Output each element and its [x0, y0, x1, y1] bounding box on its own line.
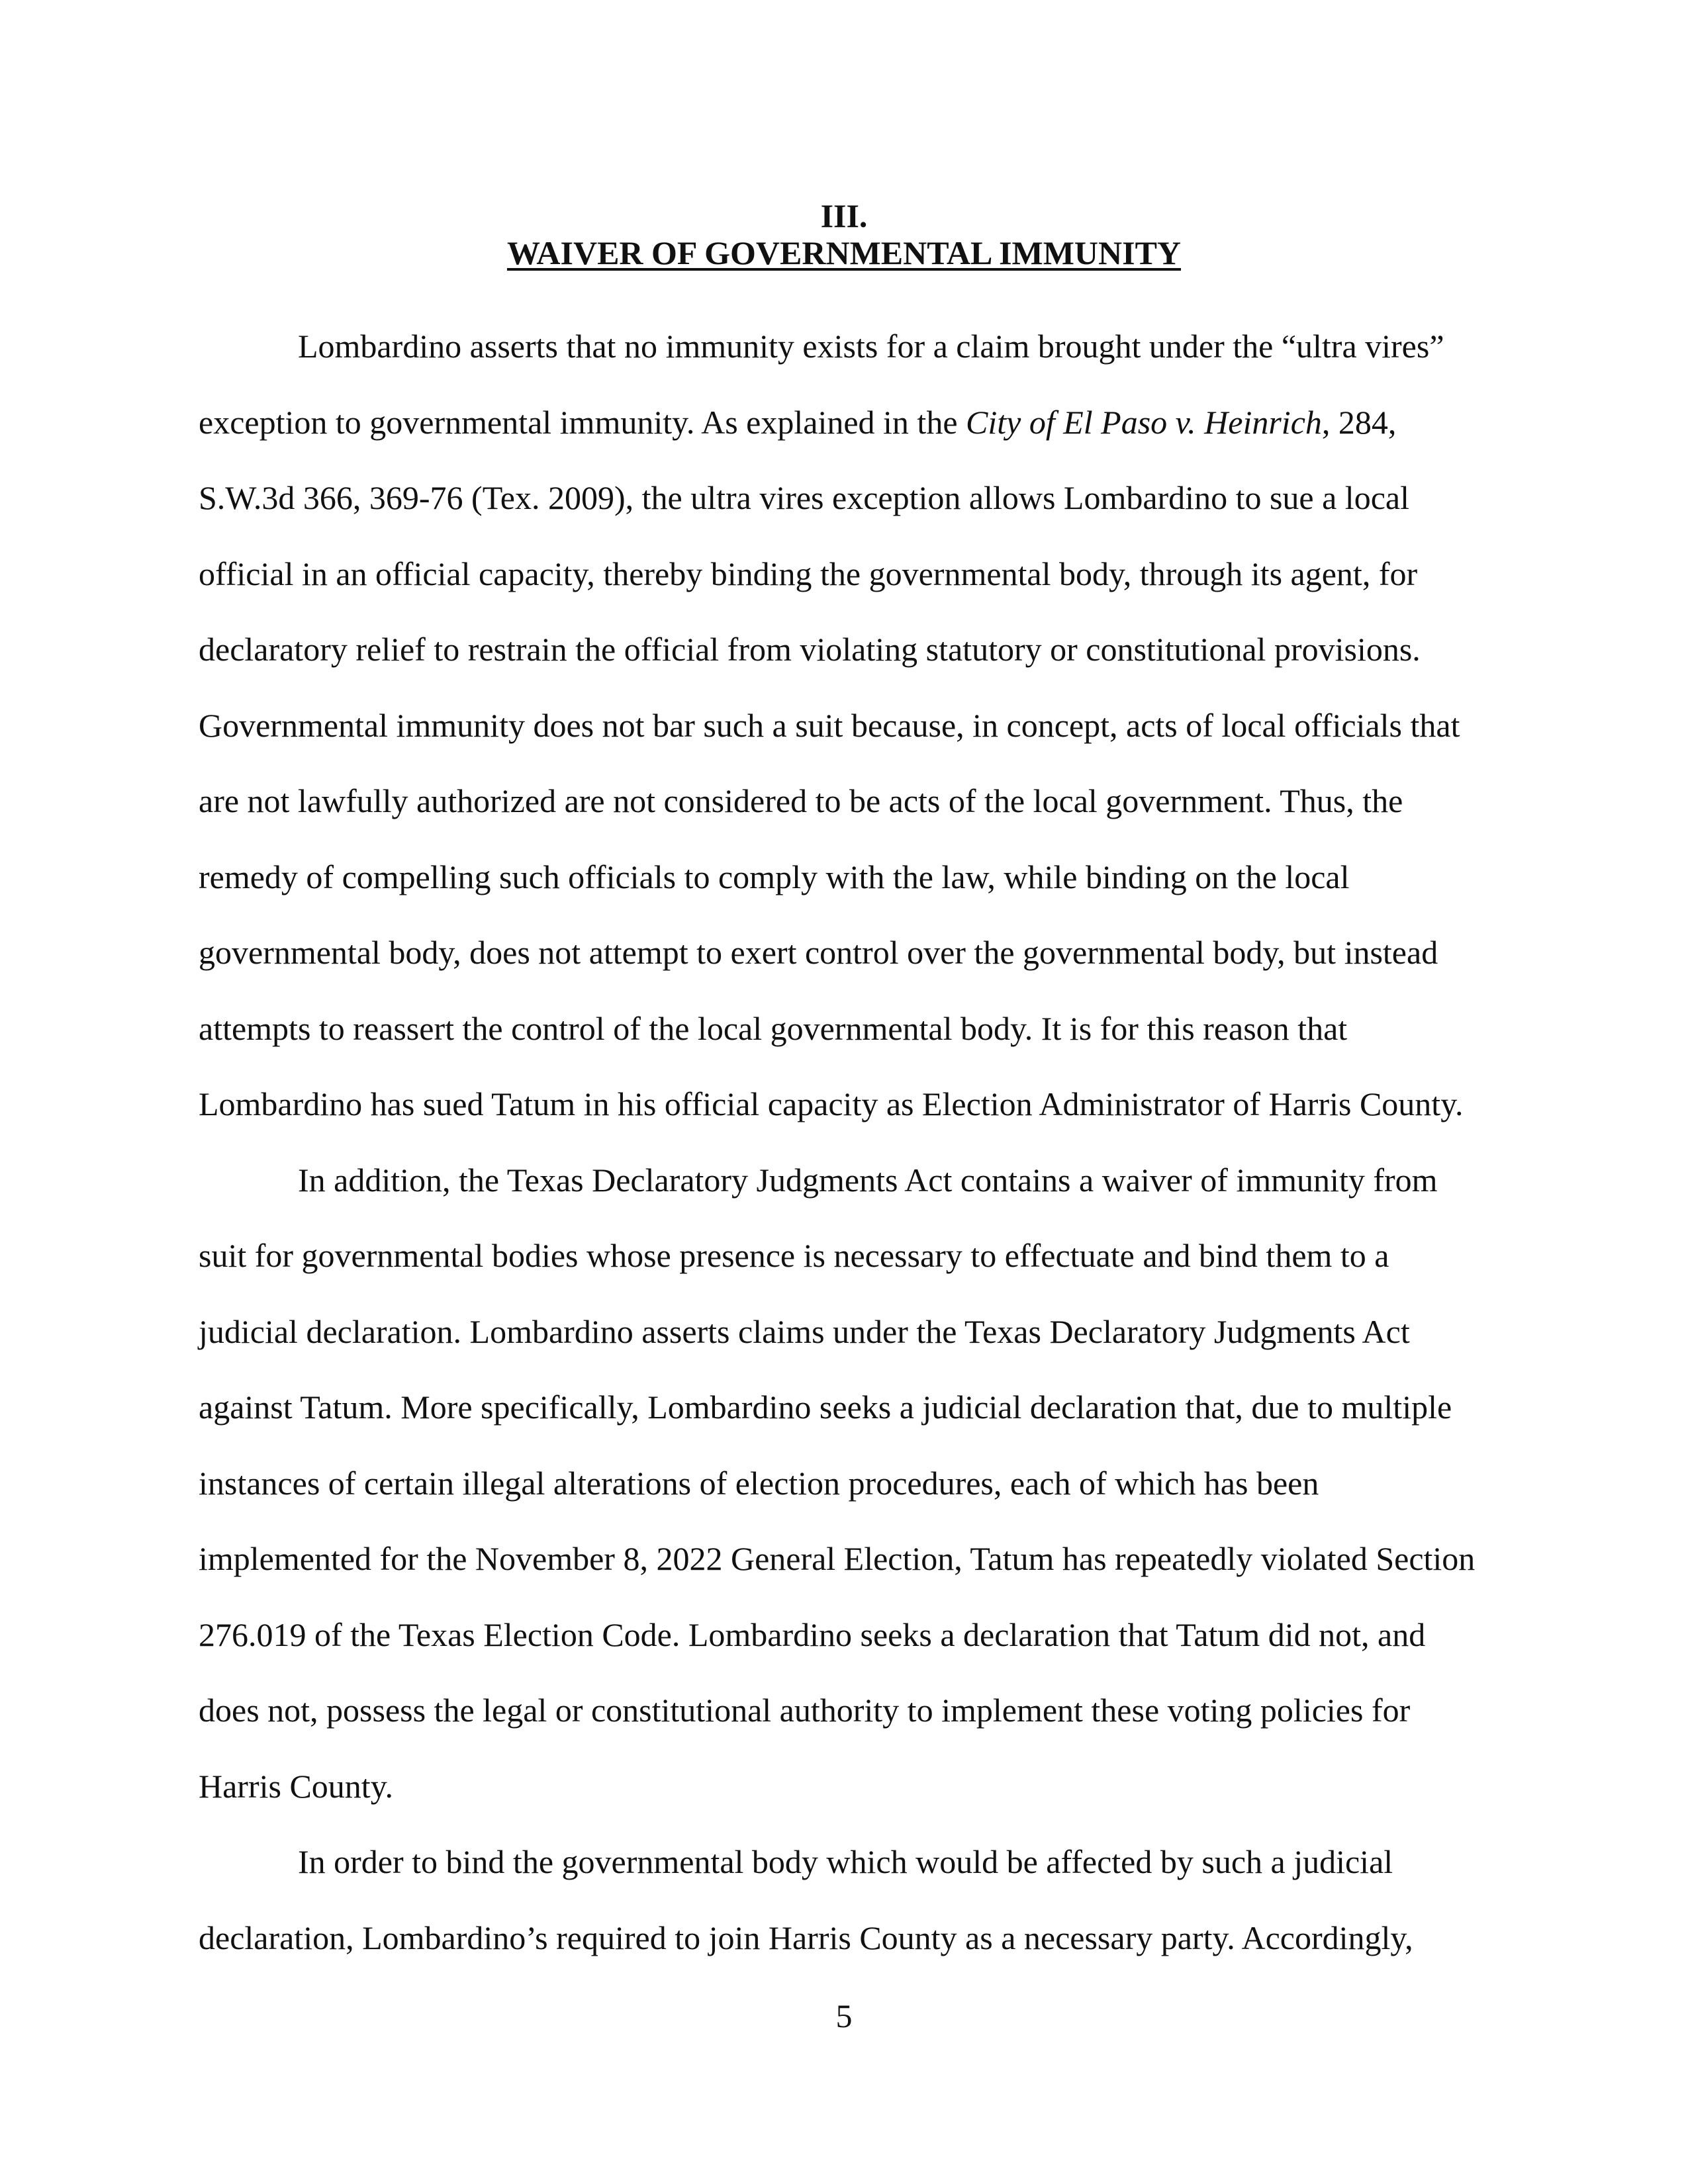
section-number: III.	[820, 197, 868, 234]
text-segment: , 284,	[1321, 403, 1397, 441]
paragraph-line: 276.019 of the Texas Election Code. Lombardino seeks a declaration that Tatum did not, and	[199, 1615, 1426, 1653]
paragraph-line: official in an official capacity, thereby binding the governmental body, through its agent, for	[199, 555, 1418, 592]
paragraph-line: Harris County.	[199, 1767, 393, 1805]
paragraph-line: does not, possess the legal or constitutional authority to implement these voting policies for	[199, 1692, 1411, 1729]
paragraph-line: instances of certain illegal alterations of election procedures, each of which has been	[199, 1464, 1319, 1502]
paragraph-line: declaration, Lombardino’s required to join Harris County as a necessary party. Accordingly,	[199, 1919, 1413, 1956]
paragraph-line: attempts to reassert the control of the local governmental body. It is for this reason that	[199, 1009, 1348, 1047]
paragraph-line: remedy of compelling such officials to comply with the law, while binding on the local	[199, 858, 1350, 895]
paragraph-line: declaratory relief to restrain the official from violating statutory or constitutional provisions.	[199, 631, 1421, 668]
paragraph-line: In addition, the Texas Declaratory Judgments Act contains a waiver of immunity from	[298, 1161, 1438, 1199]
case-citation: City of El Paso v. Heinrich	[966, 403, 1322, 441]
paragraph-line: governmental body, does not attempt to exert control over the governmental body, but instead	[199, 934, 1438, 971]
paragraph-line: judicial declaration. Lombardino asserts claims under the Texas Declaratory Judgments Act	[199, 1312, 1410, 1350]
section-title: WAIVER OF GOVERNMENTAL IMMUNITY	[506, 234, 1182, 271]
paragraph-line: implemented for the November 8, 2022 General Election, Tatum has repeatedly violated Section	[199, 1540, 1476, 1577]
text-segment: exception to governmental immunity. As explained in the	[199, 403, 966, 441]
paragraph-line: Lombardino asserts that no immunity exists for a claim brought under the “ultra vires”	[298, 328, 1444, 365]
page-number: 5	[835, 1997, 853, 2034]
paragraph-line	[199, 385, 1489, 461]
paragraph-line: against Tatum. More specifically, Lombardino seeks a judicial declaration that, due to multiple	[199, 1388, 1452, 1426]
paragraph-line: S.W.3d 366, 369-76 (Tex. 2009), the ultra vires exception allows Lombardino to sue a local	[199, 479, 1409, 516]
paragraph-line: Governmental immunity does not bar such a suit because, in concept, acts of local officials that	[199, 706, 1460, 744]
paragraph-line: are not lawfully authorized are not considered to be acts of the local government. Thus, the	[199, 782, 1403, 819]
paragraph-line: In order to bind the governmental body which would be affected by such a judicial	[298, 1843, 1393, 1880]
paragraph-line: suit for governmental bodies whose presence is necessary to effectuate and bind them to a	[199, 1237, 1389, 1274]
body-text	[199, 308, 1489, 1976]
paragraph-line: Lombardino has sued Tatum in his official capacity as Election Administrator of Harris County.	[199, 1085, 1464, 1122]
